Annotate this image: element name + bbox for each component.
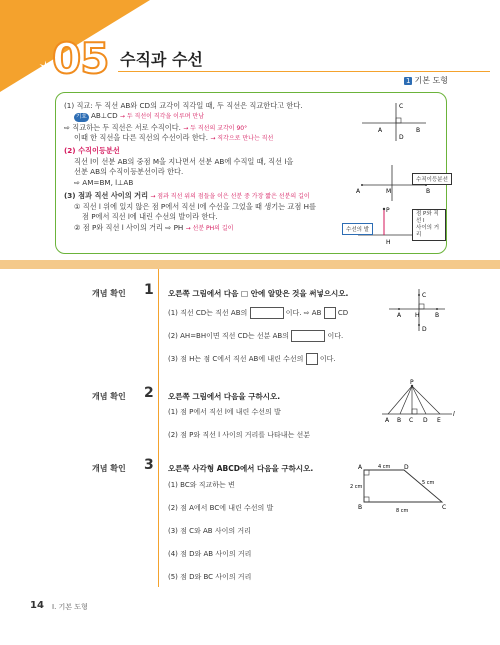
def-line-8: ⇨ AM=BM, l⊥AB bbox=[74, 178, 134, 187]
concept-check-1-number: 1 bbox=[144, 282, 154, 298]
def-line-5: (2) 수직이등분선 bbox=[64, 146, 120, 155]
def-note-12: → 선분 PH의 길이 bbox=[185, 225, 234, 232]
q1-item-3-b: 이다. bbox=[319, 355, 336, 363]
fig-note-foot: 수선의 발 bbox=[342, 223, 373, 235]
fig-label-D: D bbox=[399, 134, 404, 141]
def-symbol: AB⊥CD bbox=[90, 111, 118, 120]
concept-check-2-number: 2 bbox=[144, 385, 154, 401]
sparkle-icon: ✶ bbox=[38, 58, 54, 79]
fig3-C: C bbox=[442, 504, 447, 511]
def-line-6: 직선 l이 선분 AB의 중점 M을 지나면서 선분 AB에 수직일 때, 직선 l을 bbox=[74, 157, 294, 166]
fig1-B: B bbox=[435, 312, 440, 319]
fig2-E: E bbox=[437, 417, 441, 424]
q3-item-2: (2) 점 A에서 BC에 내린 수선의 발 bbox=[168, 504, 274, 512]
fig1-H: H bbox=[415, 312, 420, 319]
answer-blank[interactable] bbox=[306, 353, 318, 365]
lesson-title: 수직과 수선 bbox=[120, 50, 203, 69]
fig3-B: B bbox=[358, 504, 363, 511]
fig3-len-BC: 8 cm bbox=[396, 508, 409, 514]
q1-item-2-a: (2) AH=BH이면 직선 CD는 선분 AB의 bbox=[168, 332, 289, 340]
fig-note-bisector: 수직이등분선 bbox=[412, 173, 452, 185]
fig-label-A2: A bbox=[356, 188, 361, 195]
q1-item-2-b: 이다. bbox=[327, 332, 344, 340]
q2-title: 오른쪽 그림에서 다음을 구하시오. bbox=[168, 392, 281, 401]
def-line-10: ① 직선 l 위에 있지 않은 점 P에서 직선 l에 수선을 그었을 때 생기는 교점 H를 bbox=[74, 202, 316, 211]
q3-title: 오른쪽 사각형 ABCD에서 다음을 구하시오. bbox=[168, 464, 314, 473]
fig2-C: C bbox=[409, 417, 414, 424]
concept-check-3-label: 개념 확인 bbox=[92, 464, 126, 473]
figure-3 bbox=[350, 460, 450, 515]
footer-chapter: I. 기본 도형 bbox=[52, 603, 88, 611]
def-line-7: 선분 AB의 수직이등분선이라 한다. bbox=[74, 167, 184, 176]
def-note-9: → 점과 직선 위의 점들을 이은 선분 중 가장 짧은 선분의 길이 bbox=[150, 193, 310, 200]
fig3-len-AB: 2 cm bbox=[350, 484, 363, 490]
chapter-tag bbox=[404, 75, 448, 86]
q1-title: 오른쪽 그림에서 다음 □ 안에 알맞은 것을 써넣으시오. bbox=[168, 289, 349, 298]
q1-item-2 bbox=[168, 330, 343, 342]
q3-item-5: (5) 점 D와 BC 사이의 거리 bbox=[168, 573, 252, 581]
q3-item-4: (4) 점 D와 AB 사이의 거리 bbox=[168, 550, 252, 558]
def-line-11: 점 P에서 직선 l에 내린 수선의 발이라 한다. bbox=[82, 212, 218, 221]
answer-blank[interactable] bbox=[250, 307, 284, 319]
fig2-D: D bbox=[423, 417, 428, 424]
fig1-C: C bbox=[422, 292, 427, 299]
q2-item-1: (1) 점 P에서 직선 l에 내린 수선의 발 bbox=[168, 408, 281, 416]
title-underline bbox=[118, 71, 490, 72]
fig-label-H: H bbox=[386, 239, 391, 246]
def-text-9: (3) 점과 직선 사이의 거리 bbox=[64, 191, 149, 200]
q1-item-3 bbox=[168, 353, 336, 365]
answer-blank[interactable] bbox=[324, 307, 336, 319]
def-note-3: → 두 직선의 교각이 90° bbox=[183, 125, 248, 132]
fig1-D: D bbox=[422, 326, 427, 333]
fig-label-B2: B bbox=[426, 188, 431, 195]
fig2-A: A bbox=[385, 417, 390, 424]
concept-check-3-number: 3 bbox=[144, 457, 154, 473]
fig3-A: A bbox=[358, 464, 363, 471]
fig-label-B: B bbox=[416, 127, 421, 134]
def-note-4: → 직각으로 만나는 직선 bbox=[210, 135, 274, 142]
chapter-tag-number: 1 bbox=[406, 77, 411, 85]
def-line-3 bbox=[64, 123, 247, 133]
def-text-4: 이때 한 직선을 다른 직선의 수선이라 한다. bbox=[74, 133, 209, 142]
fig3-len-CD: 5 cm bbox=[422, 480, 435, 486]
fig-label-A: A bbox=[378, 127, 383, 134]
q3-item-1: (1) BC와 직교하는 변 bbox=[168, 481, 235, 489]
fig-label-M: M bbox=[386, 188, 392, 195]
fig-label-P: P bbox=[386, 207, 390, 214]
def-line-1: (1) 직교: 두 직선 AB와 CD의 교각이 직각일 때, 두 직선은 직교한다고 한다. bbox=[64, 101, 303, 110]
q1-item-1-a: (1) 직선 CD는 직선 AB의 bbox=[168, 309, 248, 317]
fig3-len-AD: 4 cm bbox=[378, 464, 391, 470]
def-line-9 bbox=[64, 191, 310, 201]
def-line-4 bbox=[74, 133, 273, 143]
fig-note-distance-1: 점 P와 직선 l bbox=[416, 211, 439, 224]
q2-item-2: (2) 점 P와 직선 l 사이의 거리를 나타내는 선분 bbox=[168, 431, 311, 439]
fig2-l: l bbox=[453, 411, 455, 418]
symbol-tag: 기호 bbox=[76, 114, 87, 120]
lesson-number: 05 bbox=[52, 34, 109, 83]
concept-guide-line bbox=[158, 269, 159, 587]
answer-blank[interactable] bbox=[291, 330, 325, 342]
def-text-12: ② 점 P와 직선 l 사이의 거리 ⇨ PH bbox=[74, 223, 184, 232]
def-line-12 bbox=[74, 223, 233, 233]
fig-note-distance bbox=[412, 209, 446, 241]
fig3-D: D bbox=[404, 464, 409, 471]
definition-box bbox=[55, 92, 447, 254]
q1-item-3-a: (3) 점 H는 점 C에서 직선 AB에 내린 수선의 bbox=[168, 355, 304, 363]
section-divider bbox=[0, 260, 500, 269]
fig1-A: A bbox=[397, 312, 402, 319]
fig-note-distance-2: 사이의 거리 bbox=[416, 225, 440, 238]
page-number: 14 bbox=[30, 600, 44, 611]
chapter-tag-text: 기본 도형 bbox=[414, 76, 448, 85]
def-line-2 bbox=[74, 111, 204, 122]
def-note-2: → 두 직선이 직각을 이루며 만남 bbox=[119, 113, 205, 120]
figure-1 bbox=[385, 285, 450, 335]
concept-check-1-label: 개념 확인 bbox=[92, 289, 126, 298]
fig-label-C: C bbox=[399, 103, 404, 110]
def-text-3: ⇨ 직교하는 두 직선은 서로 수직이다. bbox=[64, 123, 181, 132]
fig2-P: P bbox=[410, 379, 414, 386]
fig2-B: B bbox=[397, 417, 402, 424]
concept-check-2-label: 개념 확인 bbox=[92, 392, 126, 401]
q3-item-3: (3) 점 C와 AB 사이의 거리 bbox=[168, 527, 251, 535]
q1-item-1-b: 이다. ⇨ AB bbox=[285, 309, 322, 317]
q1-item-1 bbox=[168, 307, 348, 319]
q1-item-1-c: CD bbox=[337, 309, 349, 317]
figure-2 bbox=[380, 378, 458, 426]
